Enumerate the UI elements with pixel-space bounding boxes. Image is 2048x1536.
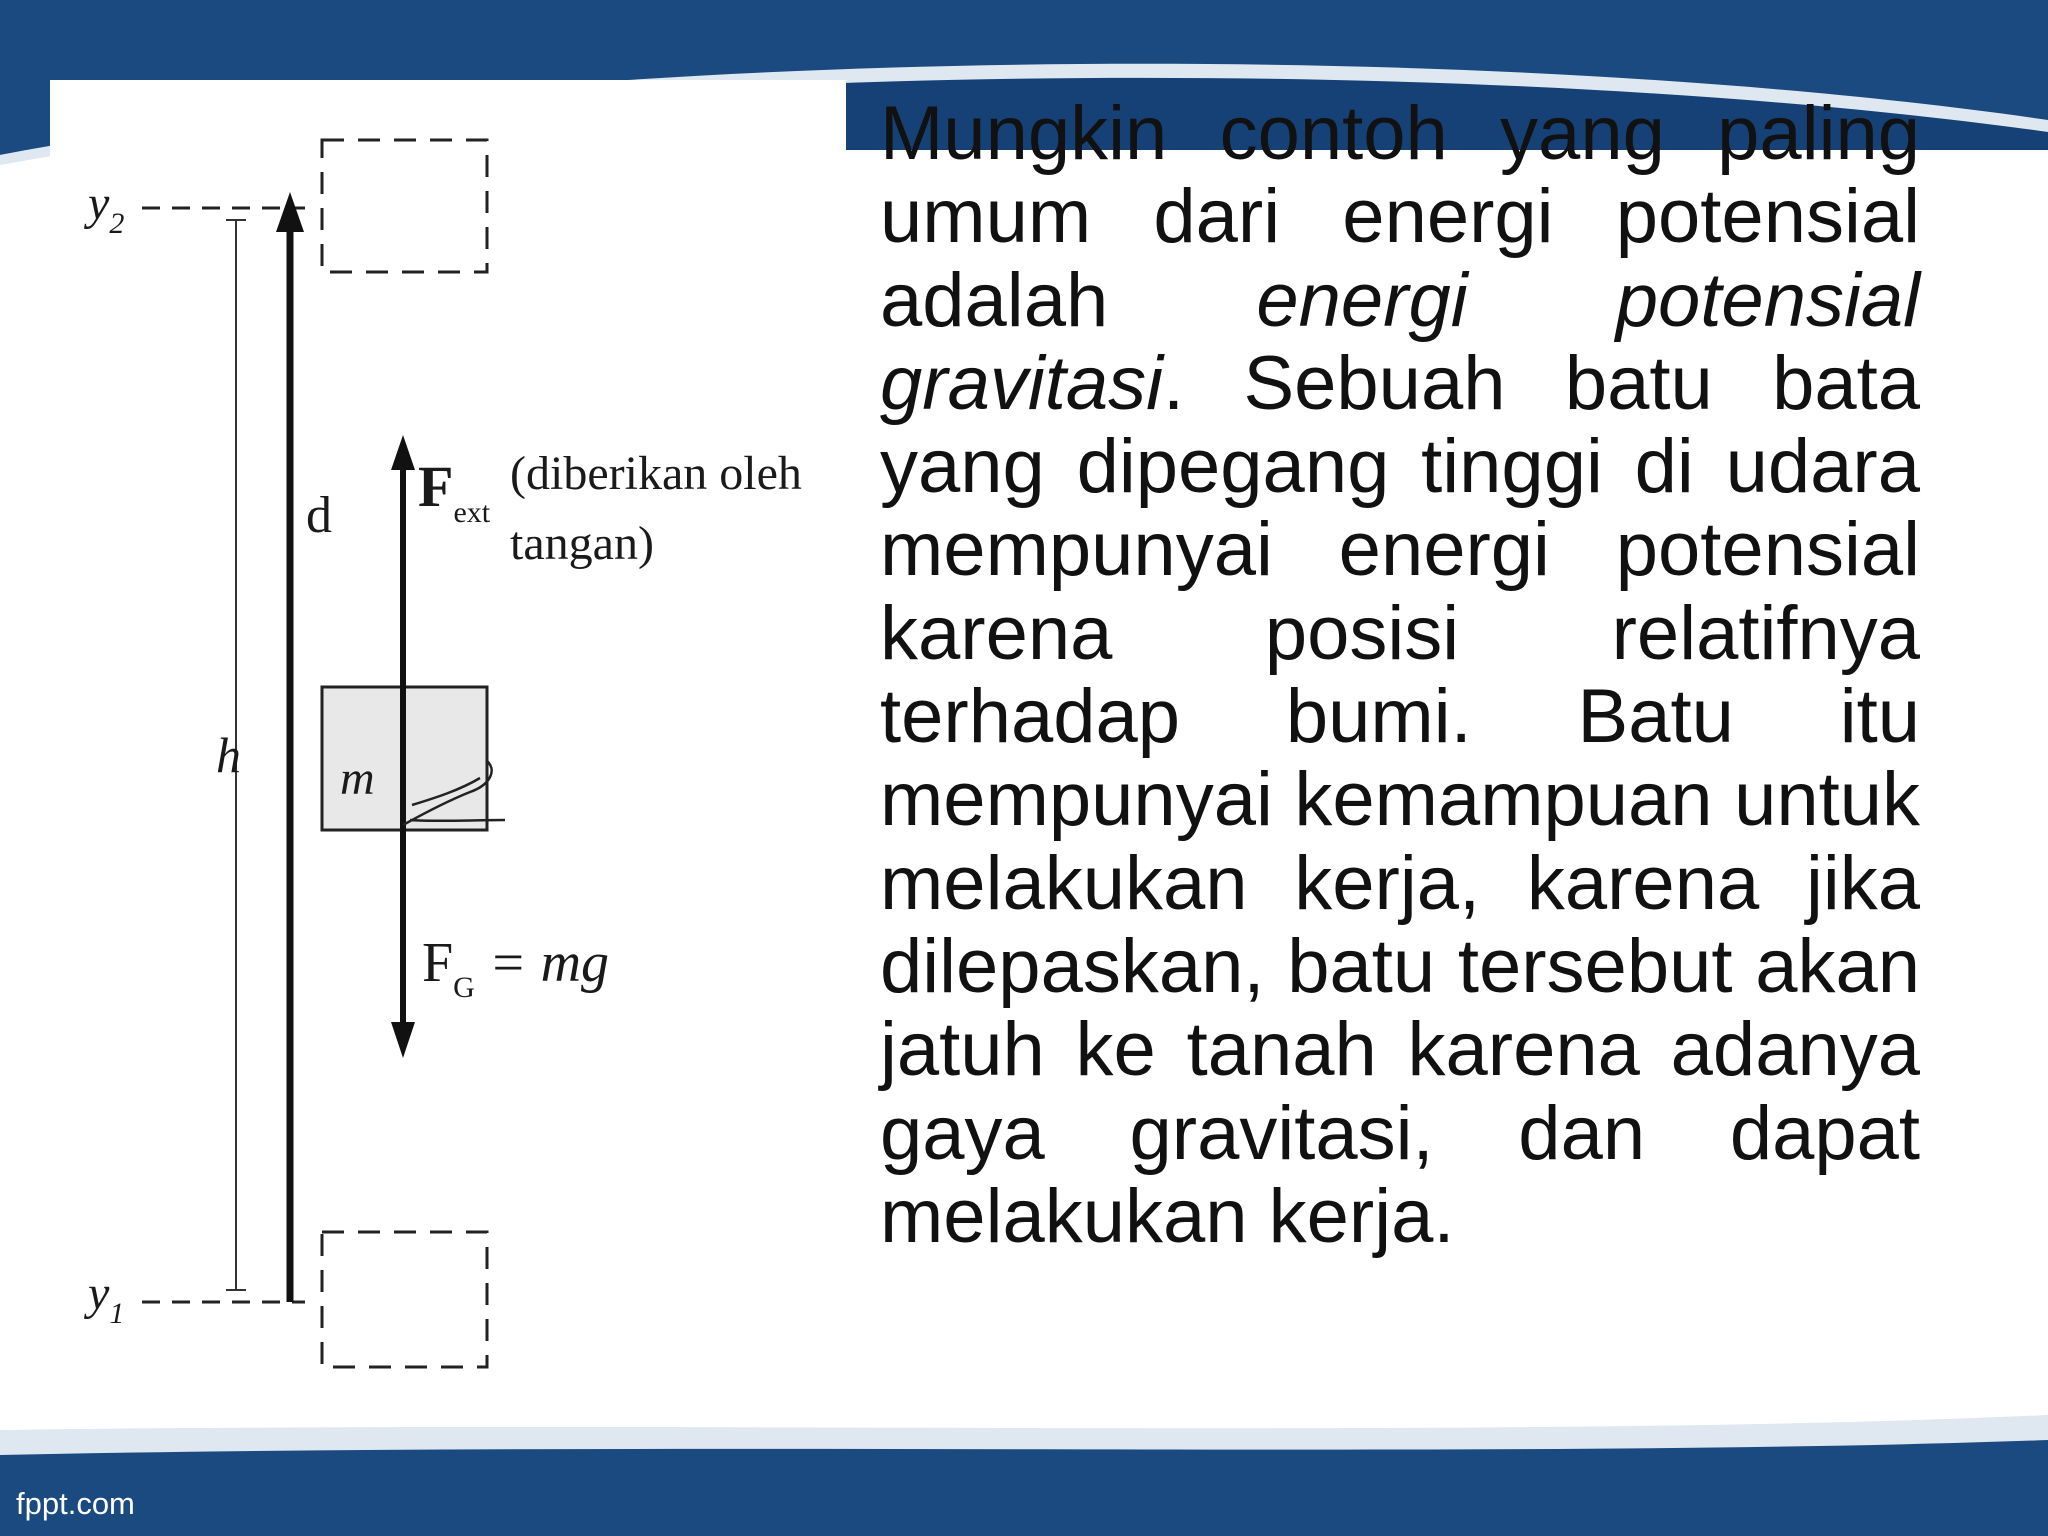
footer-band bbox=[0, 1440, 2048, 1536]
fext-label: $F_{ext}$ bbox=[418, 454, 491, 529]
body-paragraph bbox=[880, 92, 1920, 1258]
annotation-line-2: tangan) bbox=[510, 517, 654, 570]
body-text-rest: . Sebuah batu bata yang dipegang tinggi di udara mempunyai energi potensial karena posisi relatifnya terhadap bumi. Batu itu mempunyai kemampuan untuk melakukan kerja, karena jika dilepaskan, batu tersebut akan jatuh ke tanah karena adanya gaya gravitasi, dan dapat melakukan kerja. bbox=[880, 340, 1920, 1259]
bottom-dashed-box bbox=[322, 1232, 487, 1367]
body-text-emphasis: energi potensial gravitasi bbox=[880, 257, 1920, 426]
footer-brand: fppt.com bbox=[16, 1486, 135, 1521]
mass-label: m bbox=[340, 752, 375, 805]
y1-label: $y_1$ bbox=[88, 1267, 125, 1330]
d-label: d bbox=[306, 487, 332, 544]
annotation-line-1: (diberikan oleh bbox=[510, 447, 802, 500]
top-dashed-box bbox=[322, 140, 487, 272]
force-diagram bbox=[50, 80, 846, 1410]
y2-label: $y_2$ bbox=[88, 177, 125, 240]
diagram-panel bbox=[50, 80, 846, 1410]
h-label: h bbox=[216, 727, 241, 783]
body-text-intro: Mungkin contoh yang paling umum dari energi potensial adalah bbox=[880, 91, 1920, 343]
fg-label: $F_G$ = mg bbox=[422, 932, 610, 1004]
